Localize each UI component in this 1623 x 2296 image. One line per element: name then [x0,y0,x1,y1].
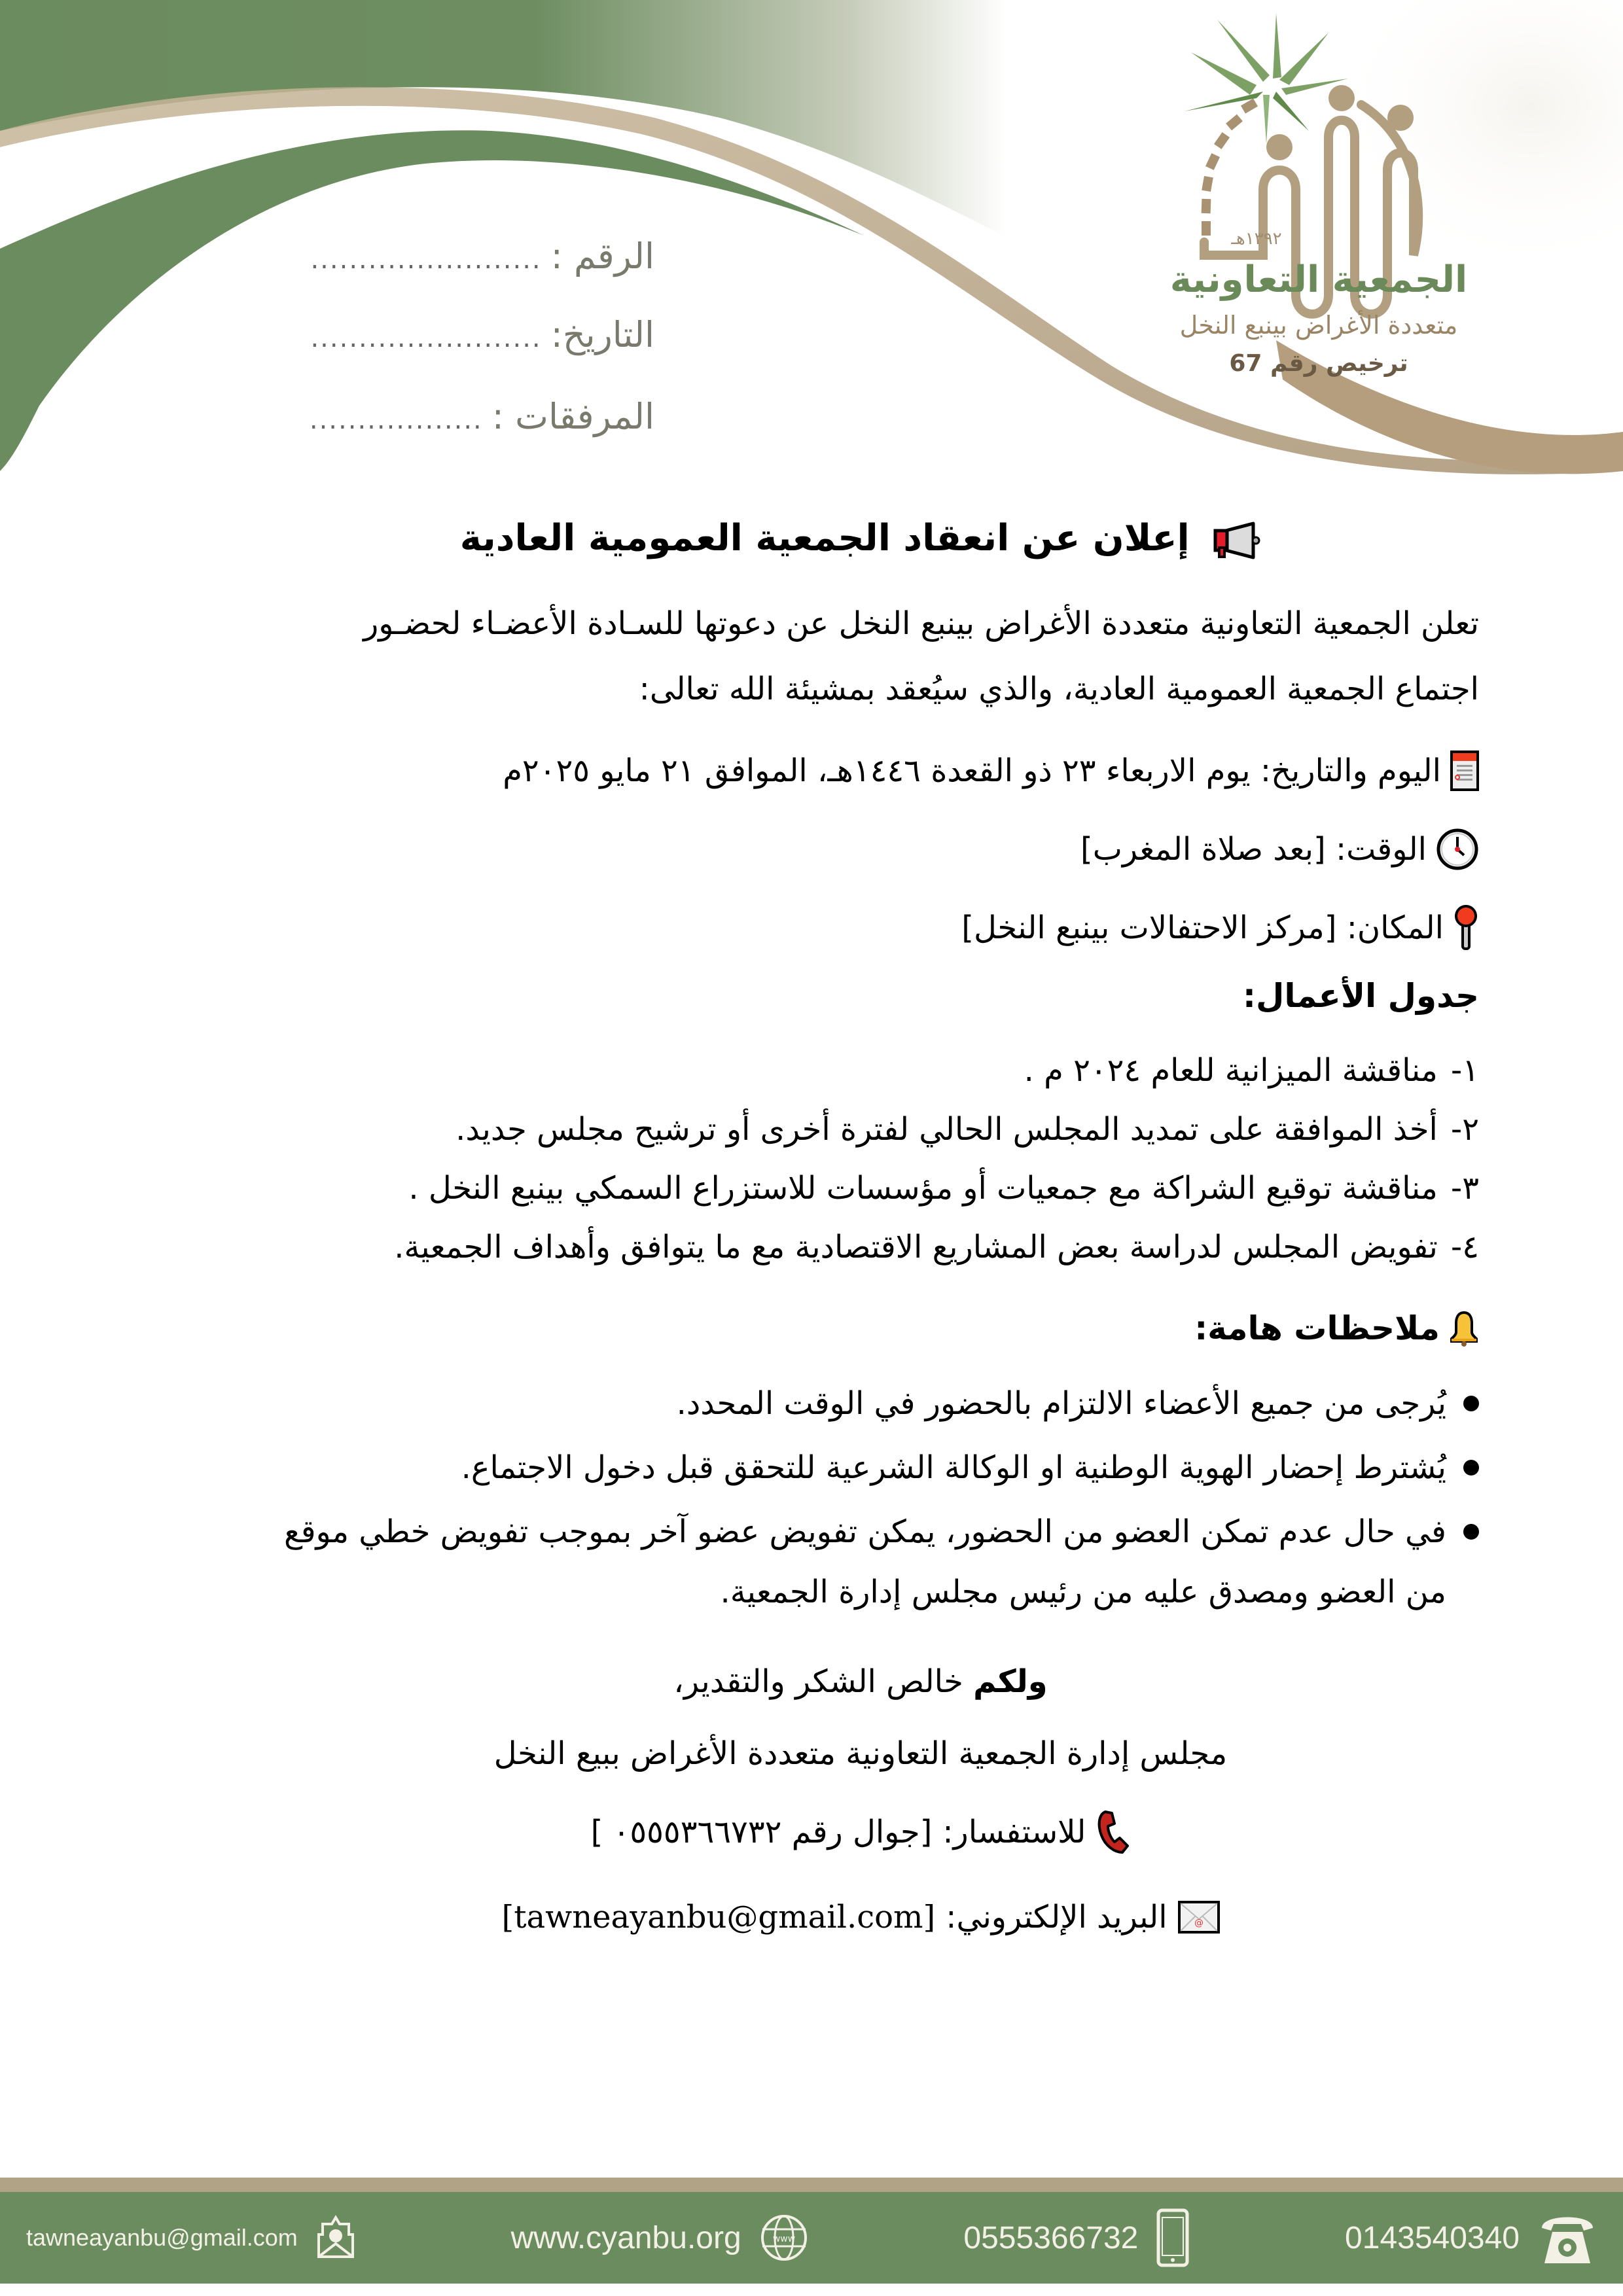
svg-text:www: www [772,2234,795,2244]
globe-icon [760,2214,808,2262]
organization-logo [1165,7,1492,399]
bullet-icon [1463,1460,1479,1475]
footer-bar [0,2192,1623,2284]
logo-organization-name: الجمعية التعاونية [1169,258,1468,301]
agenda-item-text: أخذ الموافقة على تمديد المجلس الحالي لفترة أخرى أو ترشيح مجلس جديد. [455,1111,1438,1148]
closing-signature: مجلس إدارة الجمعية التعاونية متعددة الأغراض ببيع النخل [493,1735,1228,1772]
notes-heading [242,1309,1479,1347]
intro-line-2: اجتماع الجمعية العمومية العادية، والذي سيُعقد بمشيئة الله تعالى: [639,671,1479,707]
reference-date-field [310,314,654,355]
agenda-item-number: ٢- [1450,1111,1479,1148]
agenda-item [242,1159,1479,1218]
agenda-item [242,1218,1479,1277]
announcement-body [242,510,1479,1960]
reference-attachments-field [310,396,654,437]
footer-mobile[interactable] [963,2208,1189,2267]
envelope-icon [316,2215,355,2261]
closing-thanks-bold: ولكم [973,1663,1048,1700]
agenda-item-number: ٣- [1450,1170,1479,1207]
reference-attachments-label: المرفقات : [491,396,654,437]
telephone-icon [1538,2208,1597,2267]
agenda-heading [242,977,1479,1015]
envelope-icon [1178,1901,1220,1934]
clock-icon [1436,828,1479,871]
agenda-item-text: مناقشة توقيع الشراكة مع جمعيات أو مؤسسات للاستزراع السمكي بينبع النخل . [408,1170,1438,1207]
svg-text:@: @ [1194,1918,1204,1928]
notes-heading-text: ملاحظات هامة: [1194,1309,1440,1347]
meeting-place-text: المكان: [مركز الاحتفالات بينبع النخل] [961,910,1444,946]
location-pin-icon [1453,904,1479,951]
email-line [242,1875,1479,1960]
footer-landline[interactable] [1345,2208,1597,2267]
closing-thanks-rest: خالص الشكر والتقدير، [673,1663,974,1700]
note-item-text: في حال عدم تمكن العضو من الحضور، يمكن تفويض عضو آخر بموجب تفويض خطي موقع من العضو ومصدق عليه من رئيس مجلس إدارة الجمعية. [284,1513,1446,1610]
footer-email-text[interactable]: tawneayanbu@gmail.com [26,2224,298,2251]
agenda-item-number: ٤- [1450,1229,1479,1265]
mobile-phone-icon [1156,2208,1189,2267]
closing-thanks [242,1646,1479,1718]
agenda-item-text: مناقشة الميزانية للعام ٢٠٢٤ م . [1024,1052,1438,1089]
footer-website[interactable] [510,2214,808,2262]
reference-number-value: ........................ [310,245,542,275]
inquiry-value: [جوال رقم ٠٥٥٥٣٦٦٧٣٢ ] [590,1814,933,1850]
agenda-item-number: ١- [1450,1052,1479,1089]
email-value[interactable]: [tawneayanbu@gmail.com] [501,1899,936,1935]
meeting-date-row [242,741,1479,800]
reference-attachments-value: .................. [309,405,483,435]
footer-accent-stripe [0,2178,1623,2192]
footer-website-text[interactable]: www.cyanbu.org [510,2220,741,2255]
logo-license-number: ترخيص رقم 67 [1229,350,1408,377]
intro-line-1: تعلن الجمعية التعاونية متعددة الأغراض بينبع النخل عن دعوتها للسـادة الأعضـاء لحضـور [363,605,1479,642]
notes-list [242,1373,1479,1622]
logo-founding-year: ١٣٩٢هـ [1231,229,1282,249]
note-item-text: يُرجى من جميع الأعضاء الالتزام بالحضور في الوقت المحدد. [676,1385,1446,1422]
megaphone-icon [1211,521,1261,559]
agenda-item [242,1100,1479,1159]
phone-icon [1096,1809,1130,1855]
meeting-date-text: اليوم والتاريخ: يوم الاربعاء ٢٣ ذو القعدة ١٤٤٦هـ، الموافق ٢١ مايو ٢٠٢٥م [503,752,1441,789]
announcement-title [242,517,1479,559]
footer-mobile-text[interactable]: 0555366732 [963,2220,1139,2255]
bullet-icon [1463,1524,1479,1540]
announcement-title-text: إعلان عن انعقاد الجمعية العمومية العادية [459,517,1190,559]
intro-paragraph [242,591,1479,722]
reference-number-label: الرقم : [550,236,654,277]
reference-date-label: التاريخ: [550,314,654,355]
agenda-item-text: تفويض المجلس لدراسة بعض المشاريع الاقتصادية مع ما يتوافق وأهداف الجمعية. [394,1229,1438,1265]
bell-icon [1449,1310,1479,1347]
agenda-item [242,1041,1479,1100]
agenda-list [242,1041,1479,1277]
inquiry-line [242,1790,1479,1875]
inquiry-label: للاستفسار: [942,1814,1086,1850]
meeting-place-row [242,898,1479,957]
reference-number-field [310,236,654,277]
note-item [242,1373,1479,1434]
footer-email[interactable] [26,2215,355,2261]
calendar-icon [1450,751,1479,791]
note-item [242,1438,1479,1498]
meeting-time-text: الوقت: [بعد صلاة المغرب] [1080,831,1427,868]
note-item [242,1502,1479,1622]
logo-organization-subtitle: متعددة الأغراض بينبع النخل [1179,311,1458,340]
footer-landline-text[interactable]: 0143540340 [1345,2220,1520,2255]
meeting-time-row [242,820,1479,879]
reference-date-value: ........................ [310,323,542,353]
palm-tree-icon [1185,13,1348,144]
bullet-icon [1463,1396,1479,1411]
agenda-heading-text: جدول الأعمال: [1243,977,1479,1015]
email-label: البريد الإلكتروني: [946,1899,1168,1935]
note-item-text: يُشترط إحضار الهوية الوطنية او الوكالة الشرعية للتحقق قبل دخول الاجتماع. [461,1449,1446,1486]
